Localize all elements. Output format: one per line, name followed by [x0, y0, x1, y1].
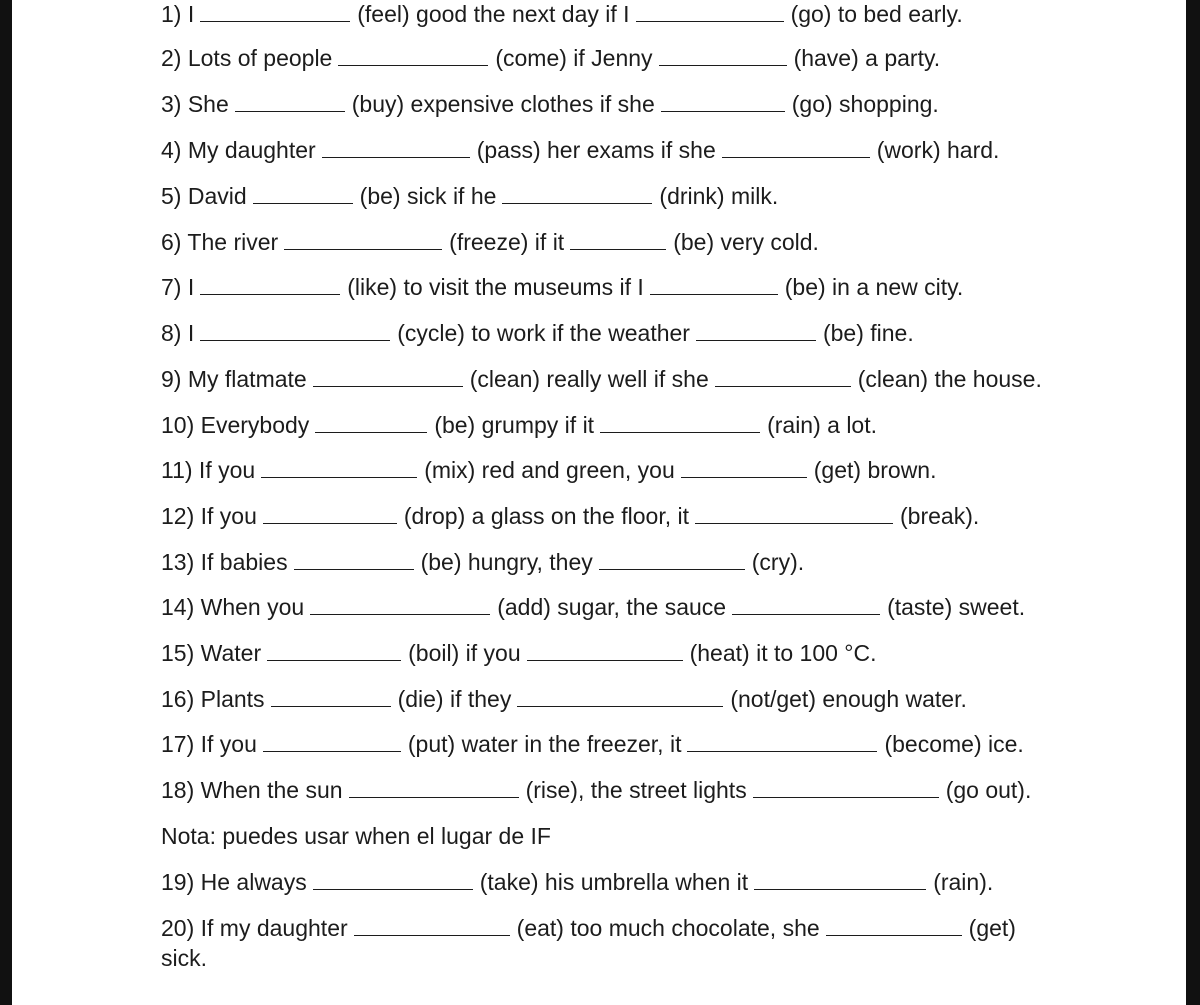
answer-blank[interactable]	[235, 91, 345, 112]
answer-blank[interactable]	[200, 274, 340, 295]
sentence-14: 14) When you (add) sugar, the sauce (taste) sweet.	[161, 594, 1026, 620]
sentence-2: 2) Lots of people (come) if Jenny (have) a party.	[161, 45, 941, 71]
answer-blank[interactable]	[263, 731, 401, 752]
answer-blank[interactable]	[502, 183, 652, 204]
sentence-5: 5) David (be) sick if he (drink) milk.	[161, 183, 779, 209]
sentence-6: 6) The river (freeze) if it (be) very cold.	[161, 229, 819, 255]
answer-blank[interactable]	[570, 229, 666, 250]
answer-blank[interactable]	[253, 183, 353, 204]
sentence-10: 10) Everybody (be) grumpy if it (rain) a lot.	[161, 412, 878, 438]
instruction-note: Nota: puedes usar when el lugar de IF	[161, 823, 551, 849]
sentence-4: 4) My daughter (pass) her exams if she (work) hard.	[161, 137, 1000, 163]
answer-blank[interactable]	[696, 320, 816, 341]
answer-blank[interactable]	[695, 503, 893, 524]
answer-blank[interactable]	[310, 594, 490, 615]
answer-blank[interactable]	[313, 869, 473, 890]
sentence-15: 15) Water (boil) if you (heat) it to 100 °C.	[161, 640, 877, 666]
sentence-16: 16) Plants (die) if they (not/get) enough water.	[161, 686, 967, 712]
answer-blank[interactable]	[517, 686, 723, 707]
sentence-8: 8) I (cycle) to work if the weather (be) fine.	[161, 320, 914, 346]
answer-blank[interactable]	[315, 412, 427, 433]
sentence-1: 1) I (feel) good the next day if I (go) to bed early.	[161, 1, 963, 27]
sentence-17: 17) If you (put) water in the freezer, it (become) ice.	[161, 731, 1024, 757]
answer-blank[interactable]	[200, 320, 390, 341]
sentence-12: 12) If you (drop) a glass on the floor, it (break).	[161, 503, 980, 529]
sentence-7: 7) I (like) to visit the museums if I (be) in a new city.	[161, 274, 964, 300]
answer-blank[interactable]	[267, 640, 401, 661]
answer-blank[interactable]	[661, 91, 785, 112]
answer-blank[interactable]	[261, 457, 417, 478]
answer-blank[interactable]	[294, 549, 414, 570]
sentence-9: 9) My flatmate (clean) really well if she (clean) the house.	[161, 366, 1042, 392]
answer-blank[interactable]	[338, 45, 488, 66]
answer-blank[interactable]	[349, 777, 519, 798]
sentence-19: 19) He always (take) his umbrella when it (rain).	[161, 869, 994, 895]
answer-blank[interactable]	[354, 915, 510, 936]
sentence-20-wrap: sick.	[161, 945, 207, 971]
answer-blank[interactable]	[200, 1, 350, 22]
answer-blank[interactable]	[732, 594, 880, 615]
answer-blank[interactable]	[715, 366, 851, 387]
answer-blank[interactable]	[826, 915, 962, 936]
answer-blank[interactable]	[659, 45, 787, 66]
answer-blank[interactable]	[284, 229, 442, 250]
answer-blank[interactable]	[753, 777, 939, 798]
answer-blank[interactable]	[722, 137, 870, 158]
answer-blank[interactable]	[322, 137, 470, 158]
answer-blank[interactable]	[527, 640, 683, 661]
answer-blank[interactable]	[599, 549, 745, 570]
sentence-11: 11) If you (mix) red and green, you (get) brown.	[161, 457, 937, 483]
answer-blank[interactable]	[681, 457, 807, 478]
worksheet-page	[12, 0, 1186, 1005]
answer-blank[interactable]	[754, 869, 926, 890]
sentence-20: 20) If my daughter (eat) too much chocolate, she (get)	[161, 915, 1016, 941]
answer-blank[interactable]	[313, 366, 463, 387]
answer-blank[interactable]	[271, 686, 391, 707]
sentence-18: 18) When the sun (rise), the street lights (go out).	[161, 777, 1032, 803]
sentence-13: 13) If babies (be) hungry, they (cry).	[161, 549, 805, 575]
answer-blank[interactable]	[650, 274, 778, 295]
sentence-3: 3) She (buy) expensive clothes if she (go) shopping.	[161, 91, 939, 117]
answer-blank[interactable]	[687, 731, 877, 752]
answer-blank[interactable]	[263, 503, 397, 524]
answer-blank[interactable]	[636, 1, 784, 22]
answer-blank[interactable]	[600, 412, 760, 433]
